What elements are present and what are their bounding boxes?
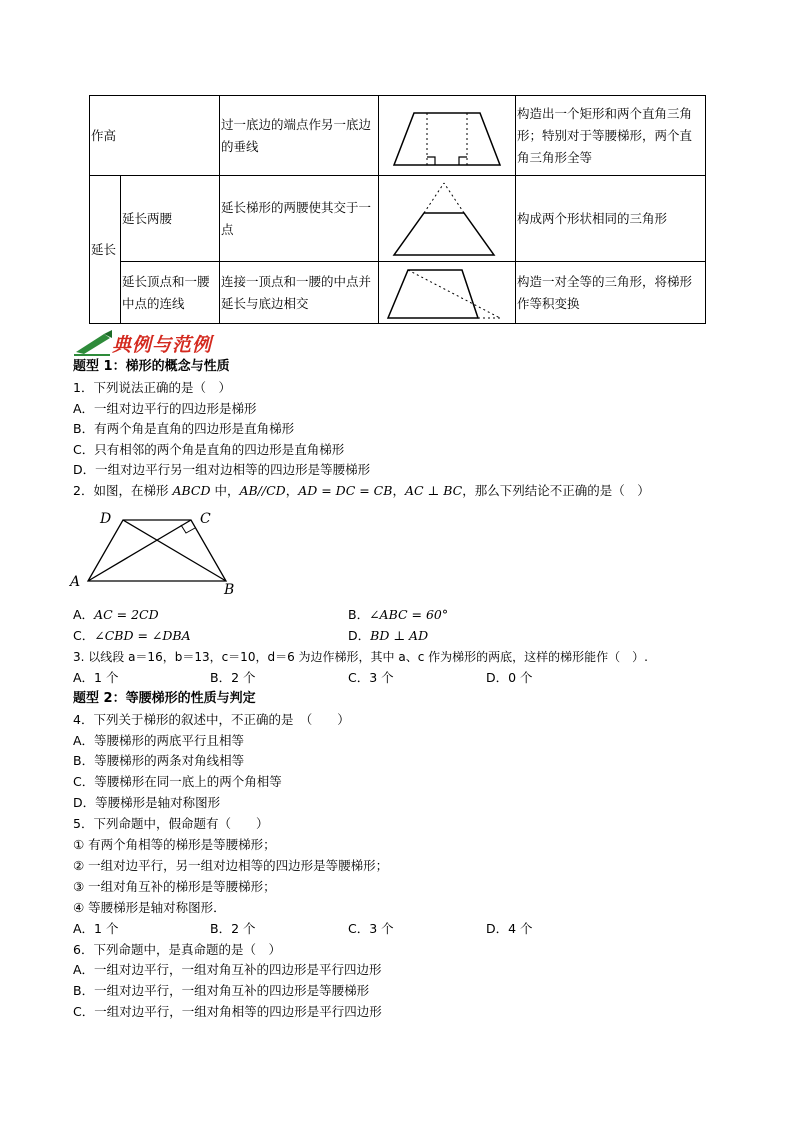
- group-cell: 延长: [90, 176, 121, 324]
- method-cell: 延长两腰: [121, 176, 220, 262]
- result-cell: 构造出一个矩形和两个直角三角形；特别对于等腰梯形，两个直角三角形全等: [516, 96, 706, 176]
- option: C．等腰梯形在同一底上的两个角相等: [73, 774, 282, 789]
- result-cell: 构成两个形状相同的三角形: [516, 176, 706, 262]
- altitude-diagram: [382, 101, 512, 171]
- question-stem: 4．下列关于梯形的叙述中，不正确的是 （ ）: [73, 712, 350, 727]
- banner-text: 典例与范例: [112, 334, 213, 356]
- diagram-cell: [379, 176, 516, 262]
- option: A．1 个: [73, 921, 119, 936]
- table-row: [90, 96, 706, 176]
- table-row: [90, 176, 706, 262]
- diagram-cell: [379, 96, 516, 176]
- option: A．AC = 2CD: [73, 607, 159, 622]
- section-title: 题型 2：等腰梯形的性质与判定: [73, 691, 256, 706]
- vertex-midpoint-diagram: [382, 264, 512, 322]
- option: D．4 个: [486, 921, 533, 936]
- method-table: [89, 95, 706, 324]
- option: C．∠CBD = ∠DBA: [73, 628, 191, 643]
- option: D．等腰梯形是轴对称图形: [73, 795, 221, 810]
- option: B．2 个: [210, 921, 256, 936]
- question-stem: 3. 以线段 a＝16，b＝13，c＝10，d＝6 为边作梯形，其中 a、c 作为梯形的两底，这样的梯形能作（ ）.: [73, 650, 648, 664]
- question-stem: 2．如图，在梯形 ABCD 中，AB//CD，AD = DC = CB，AC ⊥ BC，那么下列结论不正确的是（ ）: [73, 483, 650, 498]
- option: B．一组对边平行，一组对角互补的四边形是等腰梯形: [73, 983, 370, 998]
- statement: ③ 一组对角互补的梯形是等腰梯形；: [73, 879, 276, 894]
- section-title: 题型 1：梯形的概念与性质: [73, 359, 230, 374]
- result-cell: 构造一对全等的三角形，将梯形作等积变换: [516, 262, 706, 324]
- option: A．等腰梯形的两底平行且相等: [73, 733, 245, 748]
- option: D．BD ⊥ AD: [348, 628, 429, 643]
- method-cell: 作高: [90, 96, 220, 176]
- question-stem: 1．下列说法正确的是（ ）: [73, 380, 231, 395]
- question-stem: 5．下列命题中，假命题有（ ）: [73, 816, 269, 831]
- option: B．∠ABC = 60°: [348, 607, 449, 622]
- how-cell: 过一底边的端点作另一底边的垂线: [220, 96, 379, 176]
- option: D．0 个: [486, 670, 533, 685]
- table-row: [90, 262, 706, 324]
- question-stem: 6．下列命题中，是真命题的是（ ）: [73, 942, 281, 957]
- option: A．一组对边平行的四边形是梯形: [73, 401, 257, 416]
- how-cell: 延长梯形的两腰使其交于一点: [220, 176, 379, 262]
- option: B．2 个: [210, 670, 256, 685]
- vertex-label-b: B: [224, 582, 235, 598]
- option: B．有两个角是直角的四边形是直角梯形: [73, 421, 295, 436]
- option: A．1 个: [73, 670, 119, 685]
- vertex-label-c: C: [200, 511, 211, 527]
- method-cell: 延长顶点和一腰中点的连线: [121, 262, 220, 324]
- extend-legs-diagram: [382, 179, 512, 259]
- option: A．一组对边平行，一组对角互补的四边形是平行四边形: [73, 962, 382, 977]
- statement: ② 一组对边平行，另一组对边相等的四边形是等腰梯形；: [73, 858, 389, 873]
- option: C．只有相邻的两个角是直角的四边形是直角梯形: [73, 442, 345, 457]
- trapezoid-figure: [66, 506, 246, 598]
- option: B．等腰梯形的两条对角线相等: [73, 753, 245, 768]
- statement: ① 有两个角相等的梯形是等腰梯形；: [73, 837, 276, 852]
- how-cell: 连接一顶点和一腰的中点并延长与底边相交: [220, 262, 379, 324]
- diagram-cell: [379, 262, 516, 324]
- option: C．3 个: [348, 670, 394, 685]
- vertex-label-d: D: [100, 511, 112, 527]
- option: C．一组对边平行，一组对角相等的四边形是平行四边形: [73, 1004, 382, 1019]
- vertex-label-a: A: [70, 574, 81, 590]
- option: C．3 个: [348, 921, 394, 936]
- option: D．一组对边平行另一组对边相等的四边形是等腰梯形: [73, 462, 371, 477]
- statement: ④ 等腰梯形是轴对称图形．: [73, 900, 226, 915]
